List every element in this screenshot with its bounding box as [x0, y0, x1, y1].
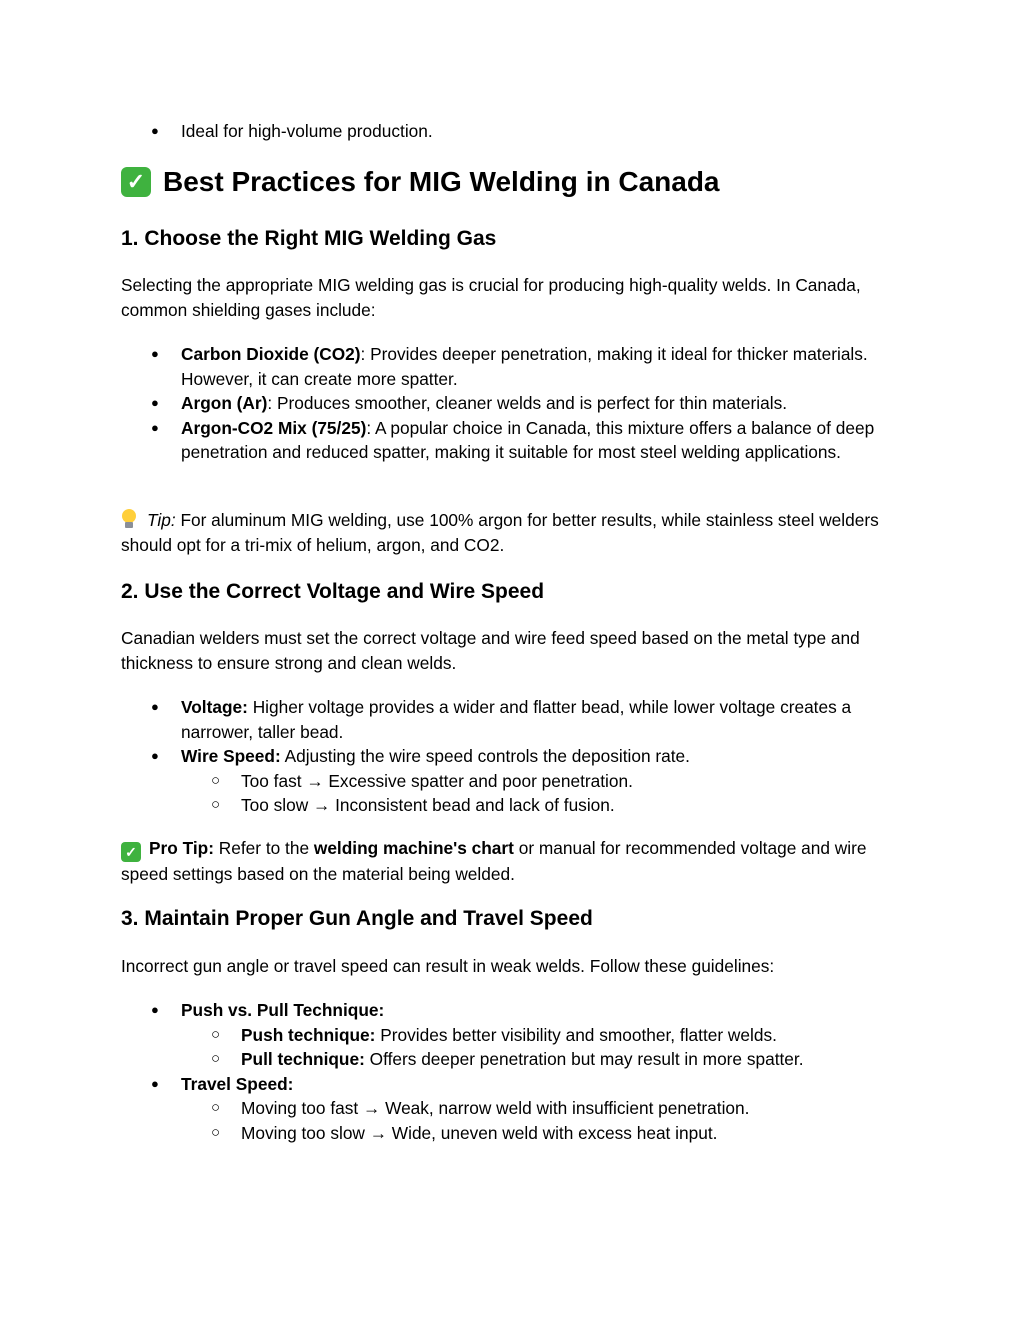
- heading-text: Best Practices for MIG Welding in Canada: [163, 166, 720, 197]
- list-item: ● Argon (Ar): Produces smoother, cleaner welds and is perfect for thin materials.: [121, 391, 901, 416]
- bullet-icon: ●: [151, 699, 159, 714]
- bullet-icon: ●: [151, 395, 159, 410]
- sub-list-item: ○ Moving too slow → Wide, uneven weld with excess heat input.: [181, 1121, 901, 1146]
- check-mark-icon: ✓: [121, 167, 151, 197]
- sub-list-item: ○ Push technique: Provides better visibility and smoother, flatter welds.: [181, 1023, 901, 1048]
- check-mark-icon: ✓: [121, 842, 141, 862]
- section-2-intro: Canadian welders must set the correct voltage and wire feed speed based on the metal type and thickness to ensure strong and clean welds.: [121, 628, 860, 673]
- bullet-icon: ●: [151, 1002, 159, 1017]
- sub-list-item: ○ Pull technique: Offers deeper penetration but may result in more spatter.: [181, 1047, 901, 1072]
- list-item: ● Wire Speed: Adjusting the wire speed controls the deposition rate. ○ Too fast → Excessive spatter and poor penetration. ○ Too slow → Inconsistent bead and lack of fusion.: [121, 744, 901, 818]
- hollow-bullet-icon: ○: [211, 1123, 221, 1141]
- light-bulb-icon: [121, 509, 137, 529]
- section-2-title: 2. Use the Correct Voltage and Wire Speed: [121, 580, 545, 603]
- section-2-settings-list: [121, 695, 901, 818]
- section-1-tip: Tip: For aluminum MIG welding, use 100% argon for better results, while stainless steel welders should opt for a tri-mix of helium, argon, and CO2.: [121, 510, 879, 555]
- top-list: [121, 119, 901, 144]
- sub-list-item: ○ Moving too fast → Weak, narrow weld with insufficient penetration.: [181, 1096, 901, 1121]
- section-3-guidelines-list: [121, 998, 901, 1145]
- section-3-title: 3. Maintain Proper Gun Angle and Travel Speed: [121, 907, 593, 930]
- section-1-intro: Selecting the appropriate MIG welding gas is crucial for producing high-quality welds. In Canada, common shielding gases include:: [121, 275, 861, 320]
- bullet-icon: ●: [151, 419, 159, 435]
- list-item: ● Travel Speed: ○ Moving too fast → Weak, narrow weld with insufficient penetration. ○ Moving too slow → Wide, uneven weld with excess heat input.: [121, 1072, 901, 1146]
- section-1-gas-list: [121, 342, 901, 465]
- section-3-intro: Incorrect gun angle or travel speed can result in weak welds. Follow these guidelines:: [121, 956, 775, 976]
- bullet-icon: ●: [151, 123, 159, 138]
- sub-list-item: ○ Too fast → Excessive spatter and poor penetration.: [181, 769, 901, 794]
- list-item: ● Push vs. Pull Technique: ○ Push technique: Provides better visibility and smoother, flatter welds. ○ Pull technique: Offers deeper penetration but may result in more spatter.: [121, 998, 901, 1072]
- bullet-icon: ●: [151, 748, 159, 763]
- section-2-pro-tip: ✓ Pro Tip: Refer to the welding machine's chart or manual for recommended voltage and wire speed settings based on the material being welded.: [121, 838, 867, 885]
- bullet-icon: ●: [151, 346, 159, 361]
- hollow-bullet-icon: ○: [211, 796, 221, 813]
- list-item: ● Ideal for high-volume production.: [121, 119, 901, 144]
- hollow-bullet-icon: ○: [211, 1025, 221, 1043]
- hollow-bullet-icon: ○: [211, 1099, 221, 1116]
- hollow-bullet-icon: ○: [211, 771, 221, 789]
- bullet-icon: ●: [151, 1075, 159, 1091]
- tip-label: Tip:: [147, 510, 176, 530]
- sub-list-item: ○ Too slow → Inconsistent bead and lack of fusion.: [181, 793, 901, 818]
- hollow-bullet-icon: ○: [211, 1050, 221, 1067]
- list-item: ● Argon-CO2 Mix (75/25): A popular choice in Canada, this mixture offers a balance of deep penetration and reduced spatter, making it suitable for most steel welding applications.: [151, 417, 875, 462]
- page-heading: [121, 165, 901, 199]
- list-item: ● Carbon Dioxide (CO2): Provides deeper penetration, making it ideal for thicker materials. However, it can create more spatter.: [151, 344, 868, 389]
- list-item: ● Voltage: Higher voltage provides a wider and flatter bead, while lower voltage creates a narrower, taller bead.: [151, 697, 852, 742]
- section-1-title: 1. Choose the Right MIG Welding Gas: [121, 227, 497, 250]
